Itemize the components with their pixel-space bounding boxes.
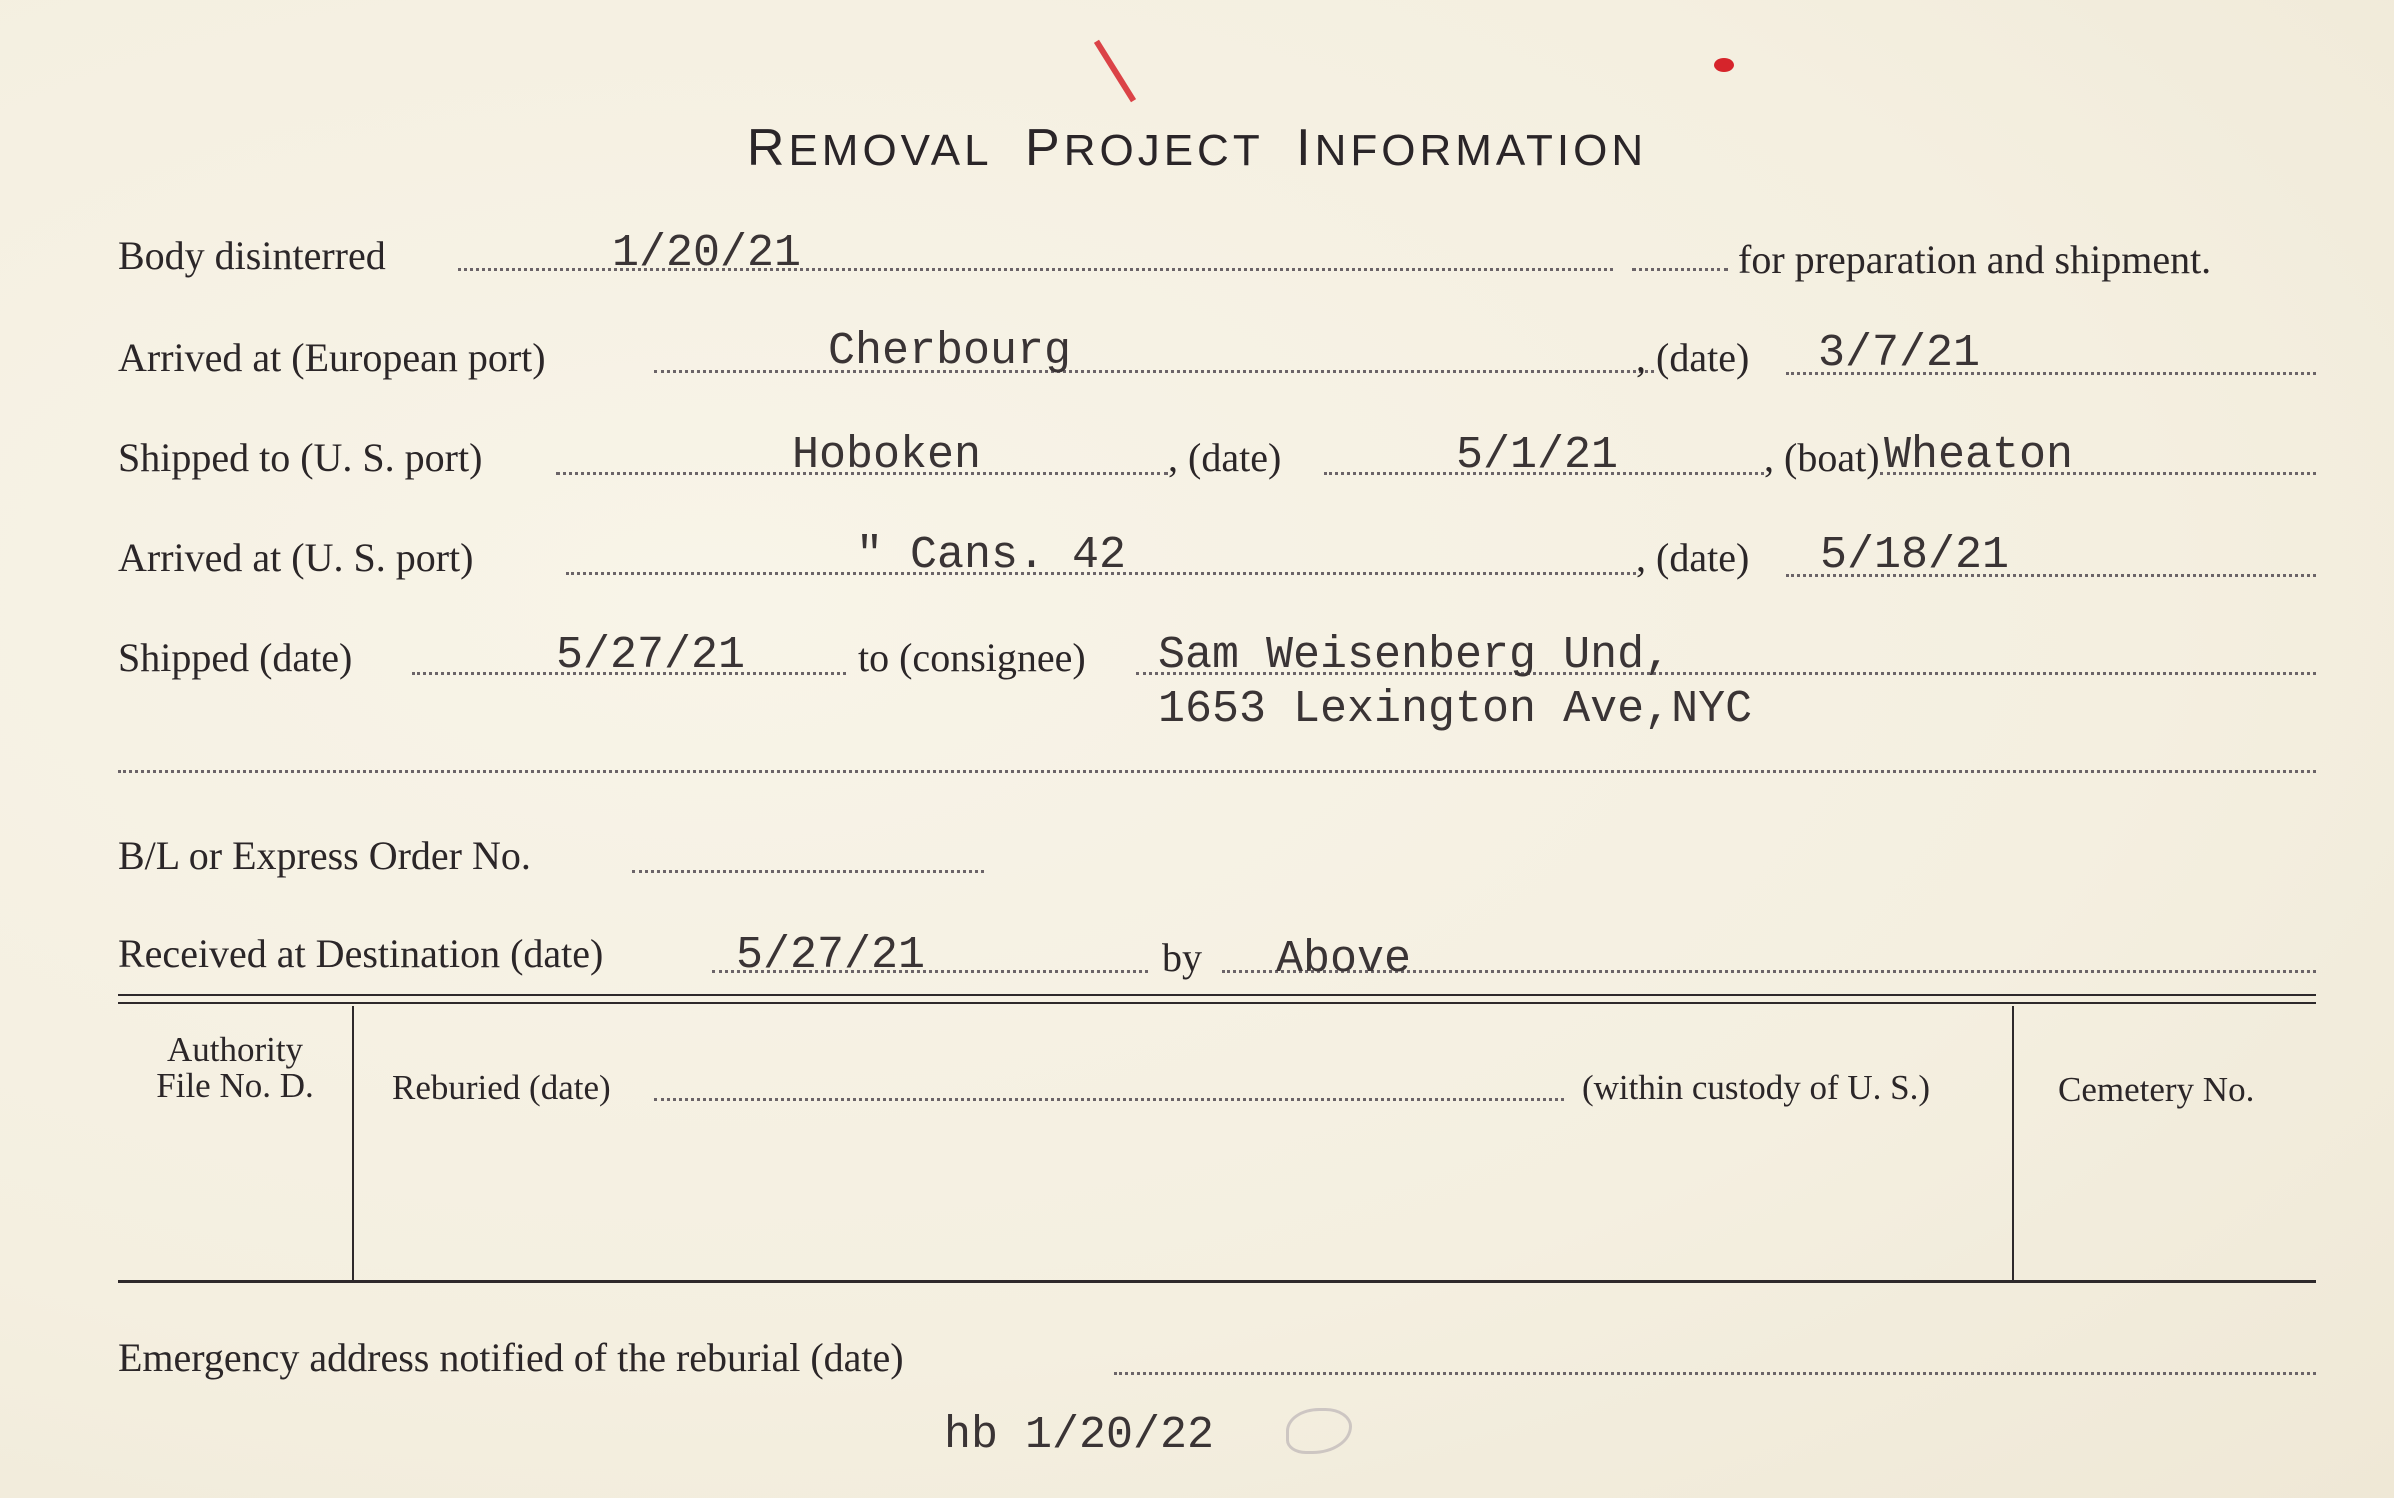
shipped-date-value: 5/27/21 <box>556 630 746 681</box>
by-value: Above <box>1276 934 1412 985</box>
dotted-line <box>654 370 1654 373</box>
arrived-eu-label: Arrived at (European port) <box>118 335 546 380</box>
boat-label: , (boat) <box>1764 435 1880 480</box>
footer-stamp: hb 1/20/22 <box>944 1410 1215 1461</box>
shipped-date-label: Shipped (date) <box>118 635 353 680</box>
dotted-line <box>654 1098 1564 1101</box>
shipped-us-value: Hoboken <box>792 430 982 481</box>
dotted-line <box>118 770 2316 773</box>
emergency-label: Emergency address notified of the reburial (date) <box>118 1335 904 1380</box>
double-rule-bottom <box>118 1002 2316 1004</box>
red-ink-dot <box>1714 58 1734 72</box>
dotted-line <box>1114 1372 2316 1375</box>
page-title: REMOVAL PROJECT INFORMATION <box>746 119 1648 177</box>
arrived-eu-date-value: 3/7/21 <box>1818 328 1981 379</box>
arrived-eu-date-label: , (date) <box>1636 335 1750 380</box>
by-label: by <box>1162 935 1202 980</box>
shipped-us-date-value: 5/1/21 <box>1456 430 1619 481</box>
consignee-name: Sam Weisenberg Und, <box>1158 630 1672 681</box>
bl-express-label: B/L or Express Order No. <box>118 833 531 878</box>
custody-label: (within custody of U. S.) <box>1582 1068 1931 1107</box>
arrived-us-label: Arrived at (U. S. port) <box>118 535 474 580</box>
arrived-us-date-value: 5/18/21 <box>1820 530 2010 581</box>
consignee-address: 1653 Lexington Ave,NYC <box>1158 684 1753 735</box>
table-bottom-rule <box>118 1280 2316 1283</box>
body-disinterred-label: Body disinterred <box>118 233 386 278</box>
shipped-us-date-label: , (date) <box>1168 435 1282 480</box>
reburied-label: Reburied (date) <box>392 1068 611 1107</box>
boat-value: Wheaton <box>1884 430 2074 481</box>
body-disinterred-suffix: for preparation and shipment. <box>1738 237 2212 282</box>
arrived-us-value: " Cans. 42 <box>856 530 1127 581</box>
arrived-eu-value: Cherbourg <box>828 326 1072 377</box>
dotted-line <box>1632 268 1728 271</box>
consignee-label: to (consignee) <box>858 635 1086 680</box>
column-divider-right <box>2012 1006 2014 1280</box>
received-value: 5/27/21 <box>736 930 926 981</box>
double-rule-top <box>118 994 2316 996</box>
pencil-initial-mark <box>1286 1408 1352 1454</box>
authority-line1: Authority <box>166 1030 304 1069</box>
received-label: Received at Destination (date) <box>118 931 604 976</box>
body-disinterred-value: 1/20/21 <box>612 228 802 279</box>
cemetery-label: Cemetery No. <box>2058 1070 2255 1109</box>
dotted-line <box>632 870 984 873</box>
arrived-us-date-label: , (date) <box>1636 535 1750 580</box>
red-ink-mark <box>1094 40 1136 103</box>
authority-line2: File No. D. <box>156 1066 314 1105</box>
shipped-us-label: Shipped to (U. S. port) <box>118 435 483 480</box>
authority-label <box>130 1032 340 1104</box>
column-divider-left <box>352 1006 354 1280</box>
